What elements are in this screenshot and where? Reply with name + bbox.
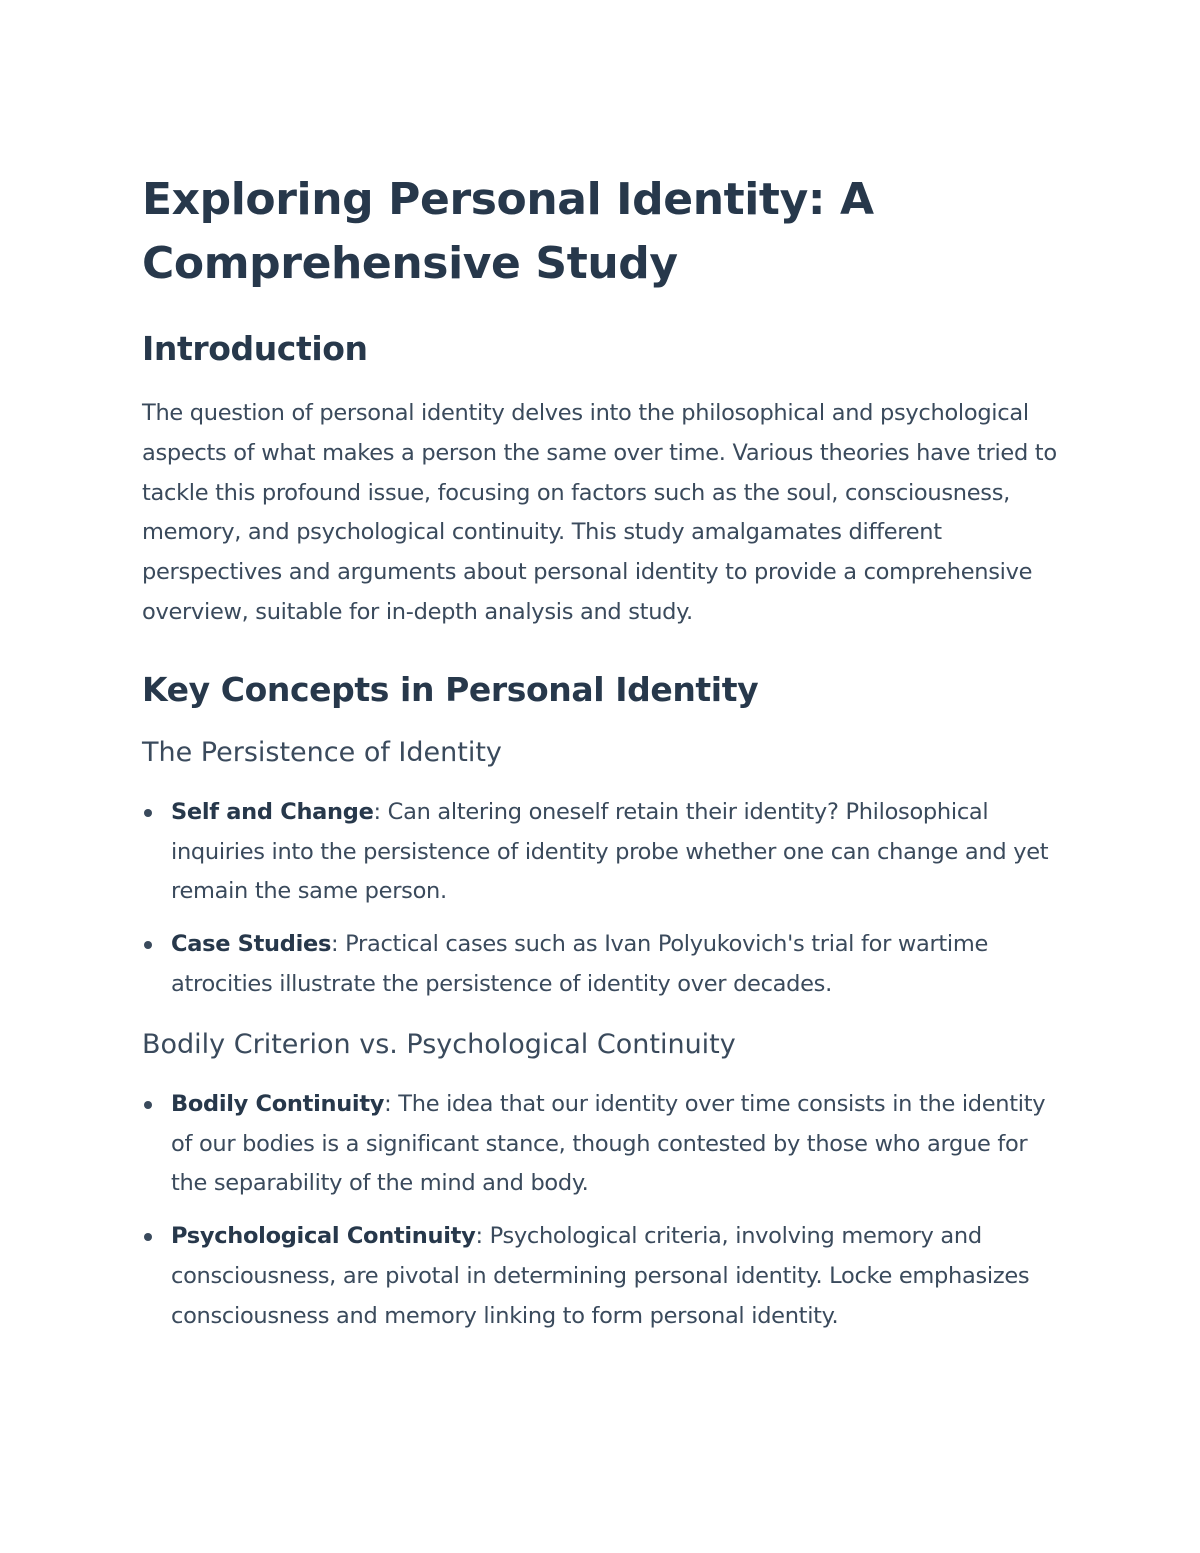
list-item-term: Bodily Continuity: [171, 1090, 385, 1117]
persistence-subheading: The Persistence of Identity: [142, 736, 502, 768]
bullet-icon: [144, 1233, 152, 1241]
list-item: [142, 1217, 1060, 1336]
list-item: [142, 793, 1060, 912]
bullet-icon: [144, 809, 152, 817]
bullet-icon: [144, 941, 152, 949]
list-item-text: : The idea that our identity over time consists in the identity of our bodies is a significant stance, though contested by those who argue for the separability of the mind and body.: [171, 1090, 1046, 1197]
document-title: Exploring Personal Identity: A Comprehensive Study: [142, 174, 874, 289]
bodily-vs-psychological-subheading: Bodily Criterion vs. Psychological Continuity: [142, 1028, 736, 1060]
key-concepts-heading: Key Concepts in Personal Identity: [142, 669, 759, 709]
list-item-term: Self and Change: [171, 798, 374, 825]
list-item-text: : Practical cases such as Ivan Polyukovich's trial for wartime atrocities illustrate the persistence of identity over decades.: [171, 931, 989, 997]
list-item-term: Case Studies: [171, 931, 332, 958]
list-item: [142, 1085, 1060, 1204]
persistence-list: [142, 793, 1060, 1005]
continuity-list: [142, 1085, 1060, 1337]
list-item: [142, 925, 1060, 1005]
list-item-text: : Can altering oneself retain their identity? Philosophical inquiries into the persistence of identity probe whether one can change and yet remain the same person.: [171, 798, 1049, 905]
list-item-term: Psychological Continuity: [171, 1223, 476, 1250]
introduction-heading: Introduction: [142, 329, 368, 368]
bullet-icon: [144, 1101, 152, 1109]
introduction-paragraph: The question of personal identity delves into the philosophical and psychological aspects of what makes a person the same over time. Various theories have tried to tackle this profound issue, focusing on factors such as the soul, consciousness, memory, and psychological continuity. This study amalgamates different perspectives and arguments about personal identity to provide a comprehensive overview, suitable for in-depth analysis and study.: [142, 400, 1057, 625]
list-item-text: : Psychological criteria, involving memory and consciousness, are pivotal in determining personal identity. Locke emphasizes consciousness and memory linking to form personal identity.: [171, 1223, 1030, 1329]
